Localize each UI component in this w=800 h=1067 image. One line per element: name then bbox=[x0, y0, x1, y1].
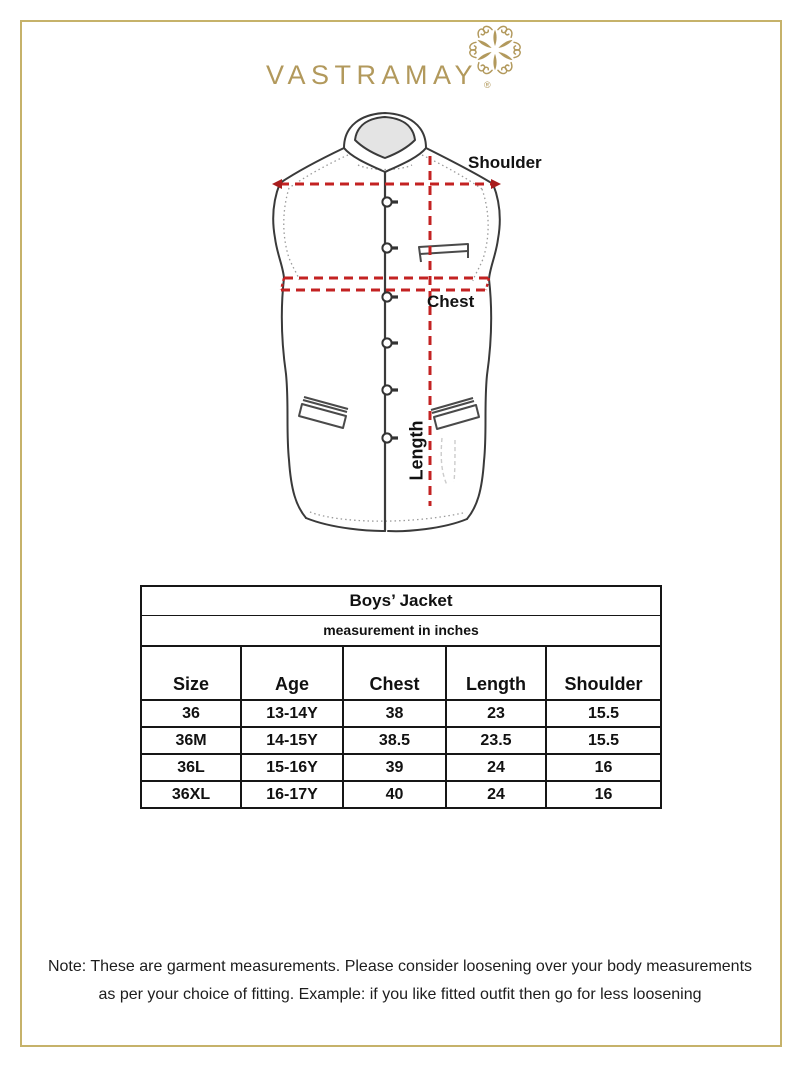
size-table bbox=[140, 585, 662, 809]
chest-pocket bbox=[419, 244, 468, 262]
table-cell: 14-15Y bbox=[241, 727, 343, 754]
collar-back bbox=[355, 117, 415, 158]
table-title: Boys’ Jacket bbox=[141, 586, 661, 615]
side-seam-right bbox=[467, 184, 500, 519]
table-cell: 13-14Y bbox=[241, 700, 343, 727]
table-cell: 39 bbox=[343, 754, 446, 781]
length-label: Length bbox=[406, 420, 427, 481]
column-header-age: Age bbox=[241, 646, 343, 700]
brand-name: VASTRAMAY bbox=[266, 60, 479, 90]
table-cell: 38 bbox=[343, 700, 446, 727]
table-row bbox=[141, 700, 661, 727]
table-cell: 16 bbox=[546, 781, 661, 808]
pocket-bag-stitches bbox=[441, 438, 455, 485]
table-cell: 24 bbox=[446, 781, 546, 808]
hip-pocket-left bbox=[299, 397, 348, 428]
table-row bbox=[141, 754, 661, 781]
note-line-1: Note: These are garment measurements. Please consider loosening over your body measurements bbox=[47, 958, 753, 975]
note-text bbox=[30, 953, 770, 1009]
table-cell: 23 bbox=[446, 700, 546, 727]
table-cell: 36M bbox=[141, 727, 241, 754]
shoulder-seam-left bbox=[280, 148, 344, 183]
table-cell: 15-16Y bbox=[241, 754, 343, 781]
brand-emblem-icon bbox=[466, 19, 524, 79]
table-header-row bbox=[141, 646, 661, 700]
side-seam-left bbox=[273, 183, 306, 518]
chest-label: Chest bbox=[427, 292, 475, 311]
column-header-chest: Chest bbox=[343, 646, 446, 700]
table-cell: 24 bbox=[446, 754, 546, 781]
hip-pocket-right bbox=[431, 398, 479, 429]
table-cell: 36XL bbox=[141, 781, 241, 808]
table-subtitle: measurement in inches bbox=[141, 615, 661, 646]
table-cell: 36L bbox=[141, 754, 241, 781]
table-row bbox=[141, 781, 661, 808]
column-header-size: Size bbox=[141, 646, 241, 700]
table-cell: 15.5 bbox=[546, 727, 661, 754]
note-line-2: as per your choice of fitting. Example: if you like fitted outfit then go for less loosening bbox=[98, 986, 702, 1003]
table-cell: 16 bbox=[546, 754, 661, 781]
table-cell: 15.5 bbox=[546, 700, 661, 727]
registered-mark-icon: ® bbox=[484, 80, 491, 90]
table-cell: 38.5 bbox=[343, 727, 446, 754]
column-header-shoulder: Shoulder bbox=[546, 646, 661, 700]
table-cell: 23.5 bbox=[446, 727, 546, 754]
column-header-length: Length bbox=[446, 646, 546, 700]
table-cell: 36 bbox=[141, 700, 241, 727]
table-cell: 16-17Y bbox=[241, 781, 343, 808]
table-cell: 40 bbox=[343, 781, 446, 808]
table-row bbox=[141, 727, 661, 754]
shoulder-label: Shoulder bbox=[468, 153, 542, 172]
measurement-lines bbox=[280, 156, 493, 506]
